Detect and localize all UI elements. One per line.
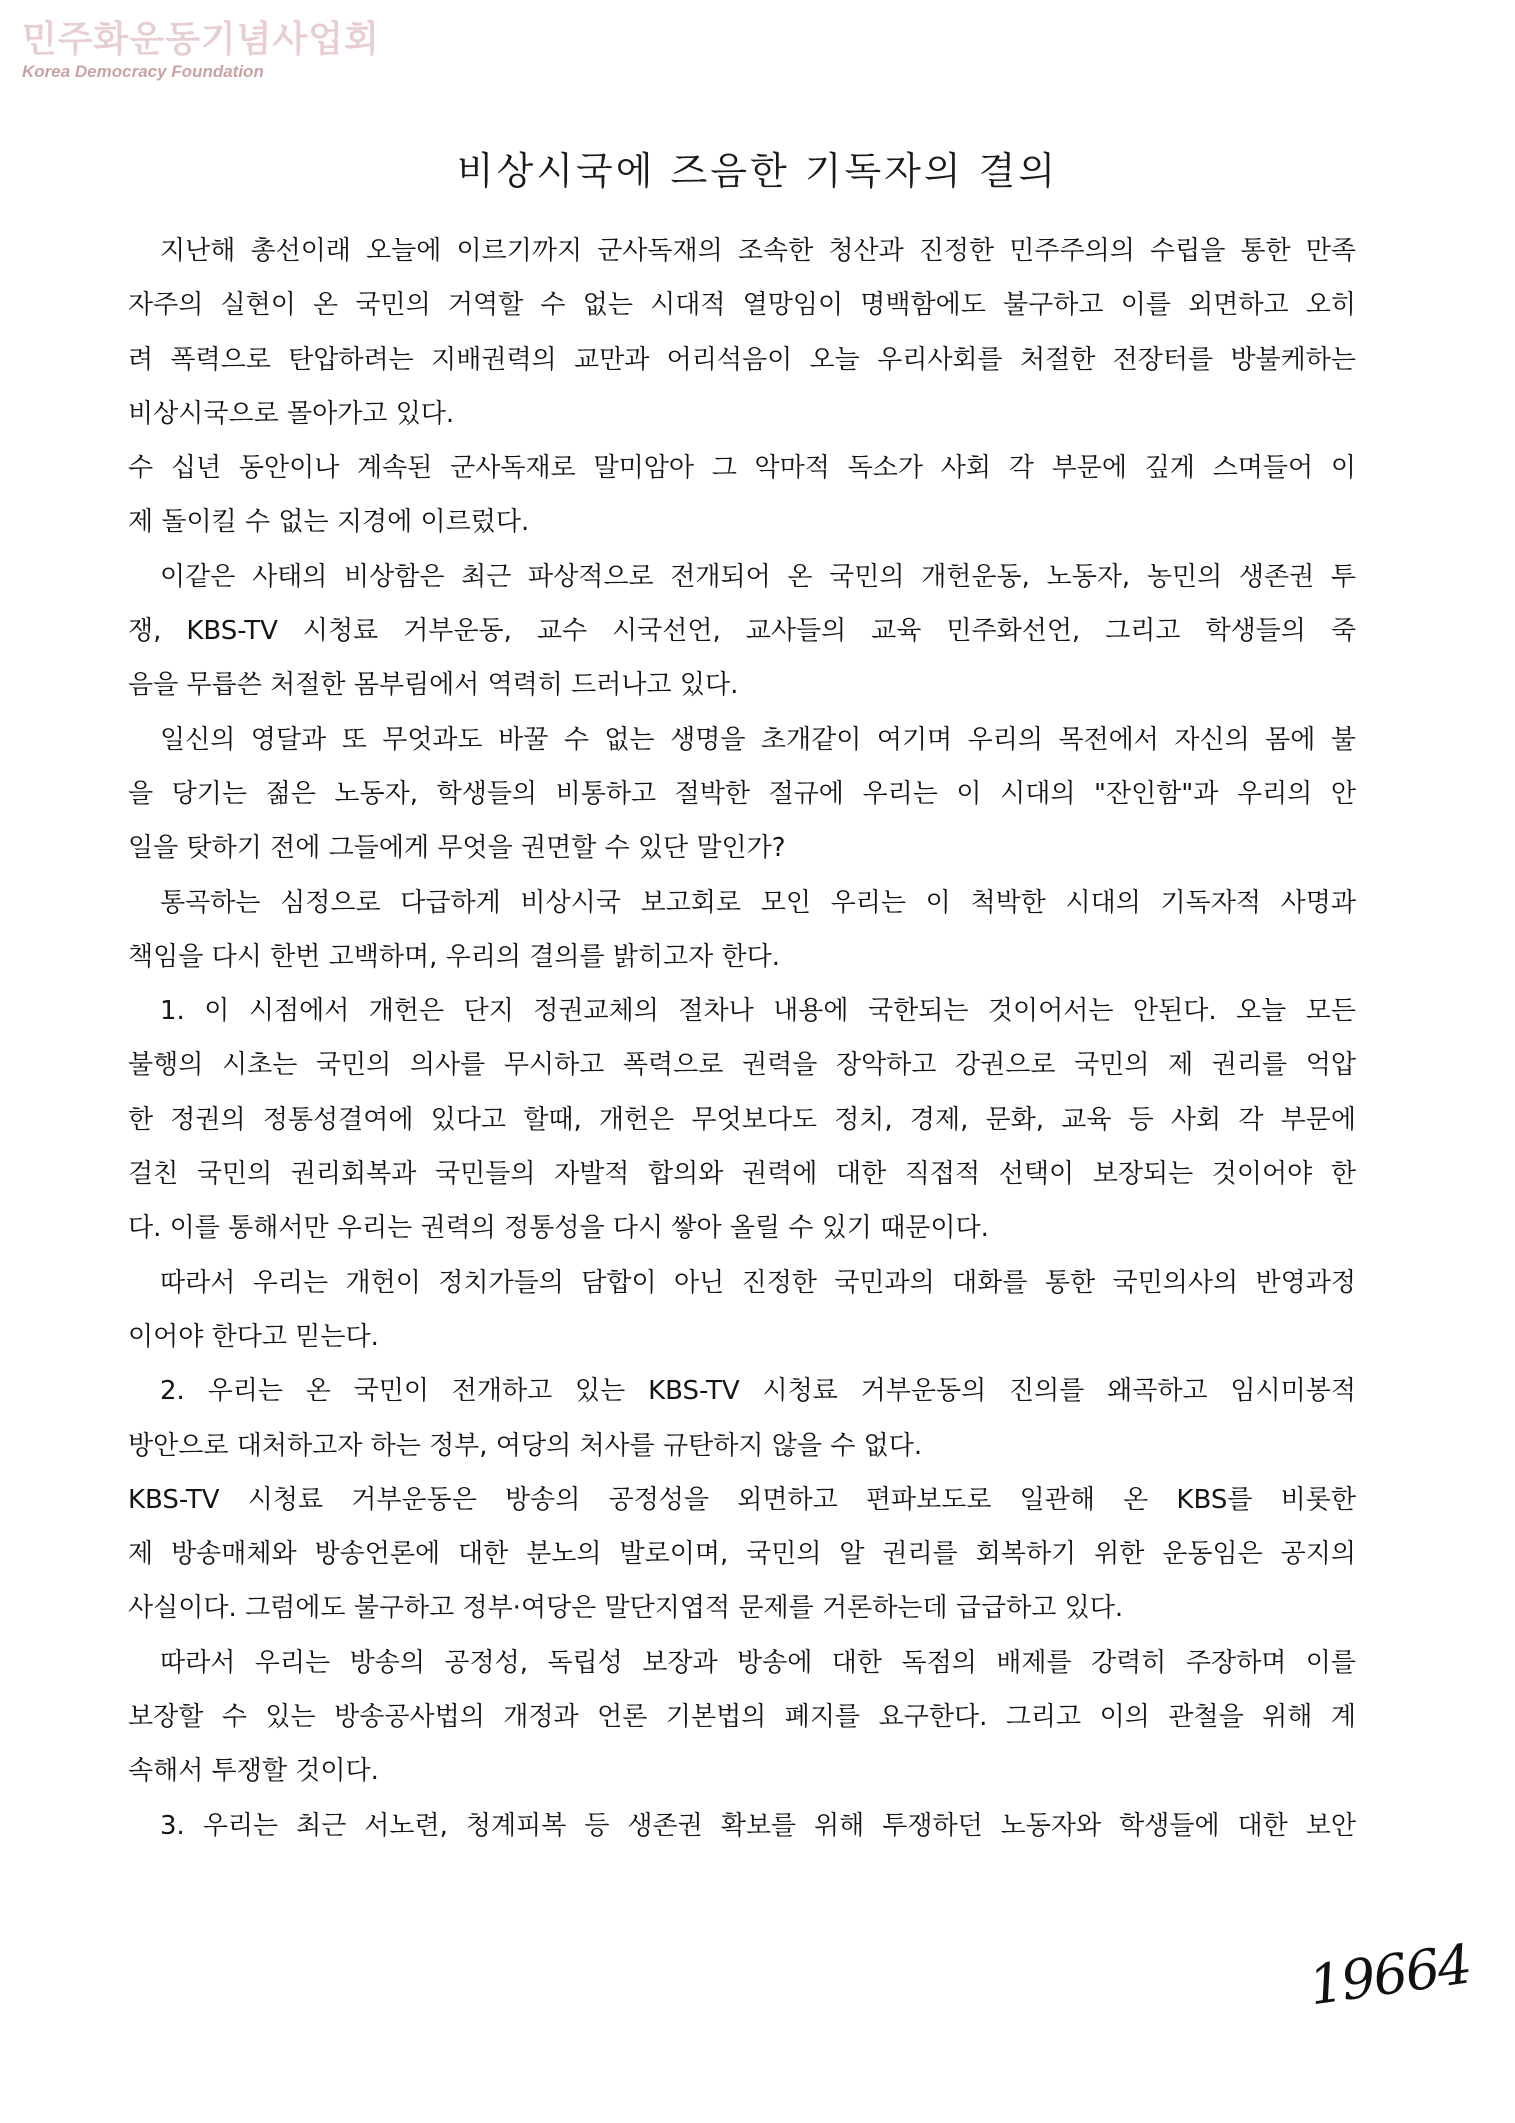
body-line: 음을 무릅쓴 처절한 몸부림에서 역력히 드러나고 있다. — [128, 670, 739, 701]
body-line: 통곡하는 심정으로 다급하게 비상시국 보고회로 모인 우리는 이 척박한 시대의 기독자적 사명과 — [160, 887, 1356, 918]
body-line: 제 돌이킬 수 없는 지경에 이르렀다. — [128, 507, 530, 538]
body-line: 이같은 사태의 비상함은 최근 파상적으로 전개되어 온 국민의 개헌운동, 노동자, 농민의 생존권 투 — [160, 561, 1356, 592]
body-line: 수 십년 동안이나 계속된 군사독재로 말미암아 그 악마적 독소가 사회 각 부문에 깊게 스며들어 이 — [128, 453, 1356, 484]
body-line: 다. 이를 통해서만 우리는 권력의 정통성을 다시 쌓아 올릴 수 있기 때문이다. — [128, 1213, 989, 1244]
body-line: KBS-TV 시청료 거부운동은 방송의 공정성을 외면하고 편파보도로 일관해 온 KBS를 비롯한 — [128, 1484, 1356, 1515]
body-line: 방안으로 대처하고자 하는 정부, 여당의 처사를 규탄하지 않을 수 없다. — [128, 1430, 923, 1461]
body-line: 3. 우리는 최근 서노련, 청계피복 등 생존권 확보를 위해 투쟁하던 노동자와 학생들에 대한 보안 — [160, 1810, 1356, 1841]
watermark-english-text: Korea Democracy Foundation — [22, 62, 264, 81]
body-line: 비상시국으로 몰아가고 있다. — [128, 398, 455, 429]
body-line: 책임을 다시 한번 고백하며, 우리의 결의를 밝히고자 한다. — [128, 941, 781, 972]
body-line: 려 폭력으로 탄압하려는 지배권력의 교만과 어리석음이 오늘 우리사회를 처절한 전장터를 방불케하는 — [128, 344, 1356, 375]
body-line: 제 방송매체와 방송언론에 대한 분노의 발로이며, 국민의 알 권리를 회복하기 위한 운동임은 공지의 — [128, 1539, 1356, 1570]
body-line: 을 당기는 젊은 노동자, 학생들의 비통하고 절박한 절규에 우리는 이 시대의 "잔인함"과 우리의 안 — [128, 778, 1356, 809]
body-line: 따라서 우리는 개헌이 정치가들의 담합이 아닌 진정한 국민과의 대화를 통한 국민의사의 반영과정 — [160, 1267, 1356, 1298]
body-line: 2. 우리는 온 국민이 전개하고 있는 KBS-TV 시청료 거부운동의 진의를 왜곡하고 임시미봉적 — [160, 1376, 1356, 1407]
foundation-watermark — [22, 18, 380, 82]
body-line: 쟁, KBS-TV 시청료 거부운동, 교수 시국선언, 교사들의 교육 민주화선언, 그리고 학생들의 죽 — [128, 616, 1356, 647]
body-line: 자주의 실현이 온 국민의 거역할 수 없는 시대적 열망임이 명백함에도 불구하고 이를 외면하고 오히 — [128, 290, 1356, 321]
body-line: 불행의 시초는 국민의 의사를 무시하고 폭력으로 권력을 장악하고 강권으로 국민의 제 권리를 억압 — [128, 1050, 1356, 1081]
body-line: 이어야 한다고 믿는다. — [128, 1321, 379, 1352]
document-title: 비상시국에 즈음한 기독자의 결의 — [456, 149, 1059, 193]
document-body — [128, 224, 1356, 1853]
body-line: 걸친 국민의 권리회복과 국민들의 자발적 합의와 권력에 대한 직접적 선택이 보장되는 것이어야 한 — [128, 1159, 1356, 1190]
body-line: 속해서 투쟁할 것이다. — [128, 1756, 379, 1787]
body-line: 따라서 우리는 방송의 공정성, 독립성 보장과 방송에 대한 독점의 배제를 강력히 주장하며 이를 — [160, 1647, 1356, 1678]
body-line: 일신의 영달과 또 무엇과도 바꿀 수 없는 생명을 초개같이 여기며 우리의 목전에서 자신의 몸에 불 — [160, 724, 1356, 755]
body-line: 보장할 수 있는 방송공사법의 개정과 언론 기본법의 폐지를 요구한다. 그리고 이의 관철을 위해 계 — [128, 1702, 1356, 1733]
body-line: 일을 탓하기 전에 그들에게 무엇을 권면할 수 있단 말인가? — [128, 833, 786, 864]
body-line: 사실이다. 그럼에도 불구하고 정부·여당은 말단지엽적 문제를 거론하는데 급급하고 있다. — [128, 1593, 1124, 1624]
body-line: 1. 이 시점에서 개헌은 단지 정권교체의 절차나 내용에 국한되는 것이어서는 안된다. 오늘 모든 — [160, 996, 1356, 1027]
handwritten-page-number: 19664 — [1305, 1932, 1474, 2018]
watermark-korean-text: 민주화운동기념사업회 — [22, 19, 380, 60]
body-line: 지난해 총선이래 오늘에 이르기까지 군사독재의 조속한 청산과 진정한 민주주의의 수립을 통한 만족 — [160, 236, 1356, 266]
body-line: 한 정권의 정통성결여에 있다고 할때, 개헌은 무엇보다도 정치, 경제, 문화, 교육 등 사회 각 부문에 — [128, 1104, 1356, 1135]
